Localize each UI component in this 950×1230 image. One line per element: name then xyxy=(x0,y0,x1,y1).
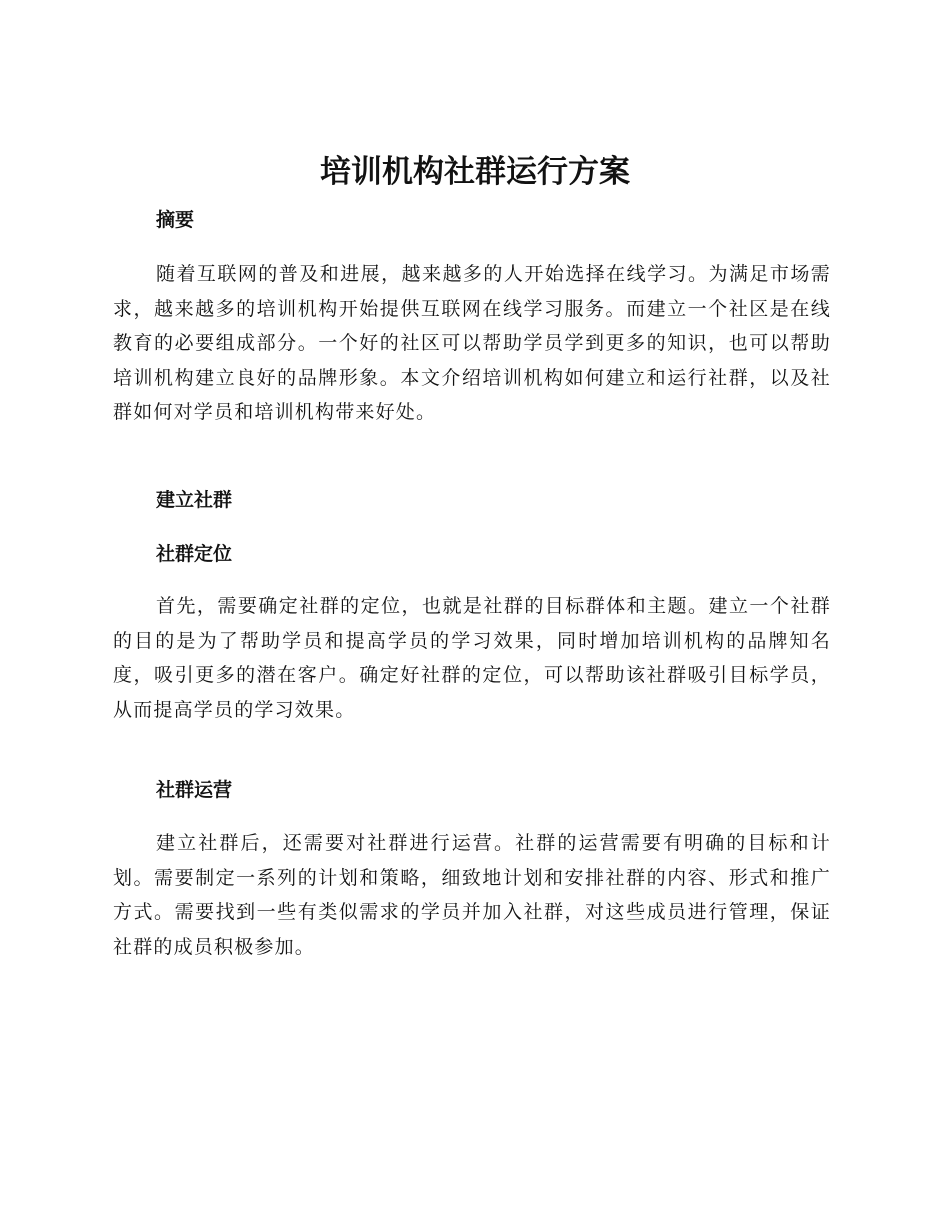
build-community-heading: 建立社群 xyxy=(156,489,233,511)
community-positioning-heading: 社群定位 xyxy=(156,543,233,565)
community-operation-heading: 社群运营 xyxy=(156,779,233,801)
document-title: 培训机构社群运行方案 xyxy=(320,154,630,190)
abstract-heading: 摘要 xyxy=(156,209,195,231)
community-operation-paragraph: 建立社群后，还需要对社群进行运营。社群的运营需要有明确的目标和计划。需要制定一系列的计划和策略，细致地计划和安排社群的内容、形式和推广方式。需要找到一些有类似需求的学员并加入社群，对这些成员进行管理，保证社群的成员积极参加。 xyxy=(113,832,831,958)
community-positioning-paragraph: 首先，需要确定社群的定位，也就是社群的目标群体和主题。建立一个社群的目的是为了帮助学员和提高学员的学习效果，同时增加培训机构的品牌知名度，吸引更多的潜在客户。确定好社群的定位，可以帮助该社群吸引目标学员，从而提高学员的学习效果。 xyxy=(113,595,831,721)
abstract-paragraph: 随着互联网的普及和进展，越来越多的人开始选择在线学习。为满足市场需求，越来越多的培训机构开始提供互联网在线学习服务。而建立一个社区是在线教育的必要组成部分。一个好的社区可以帮助学员学到更多的知识，也可以帮助培训机构建立良好的品牌形象。本文介绍培训机构如何建立和运行社群，以及社群如何对学员和培训机构带来好处。 xyxy=(113,263,831,424)
